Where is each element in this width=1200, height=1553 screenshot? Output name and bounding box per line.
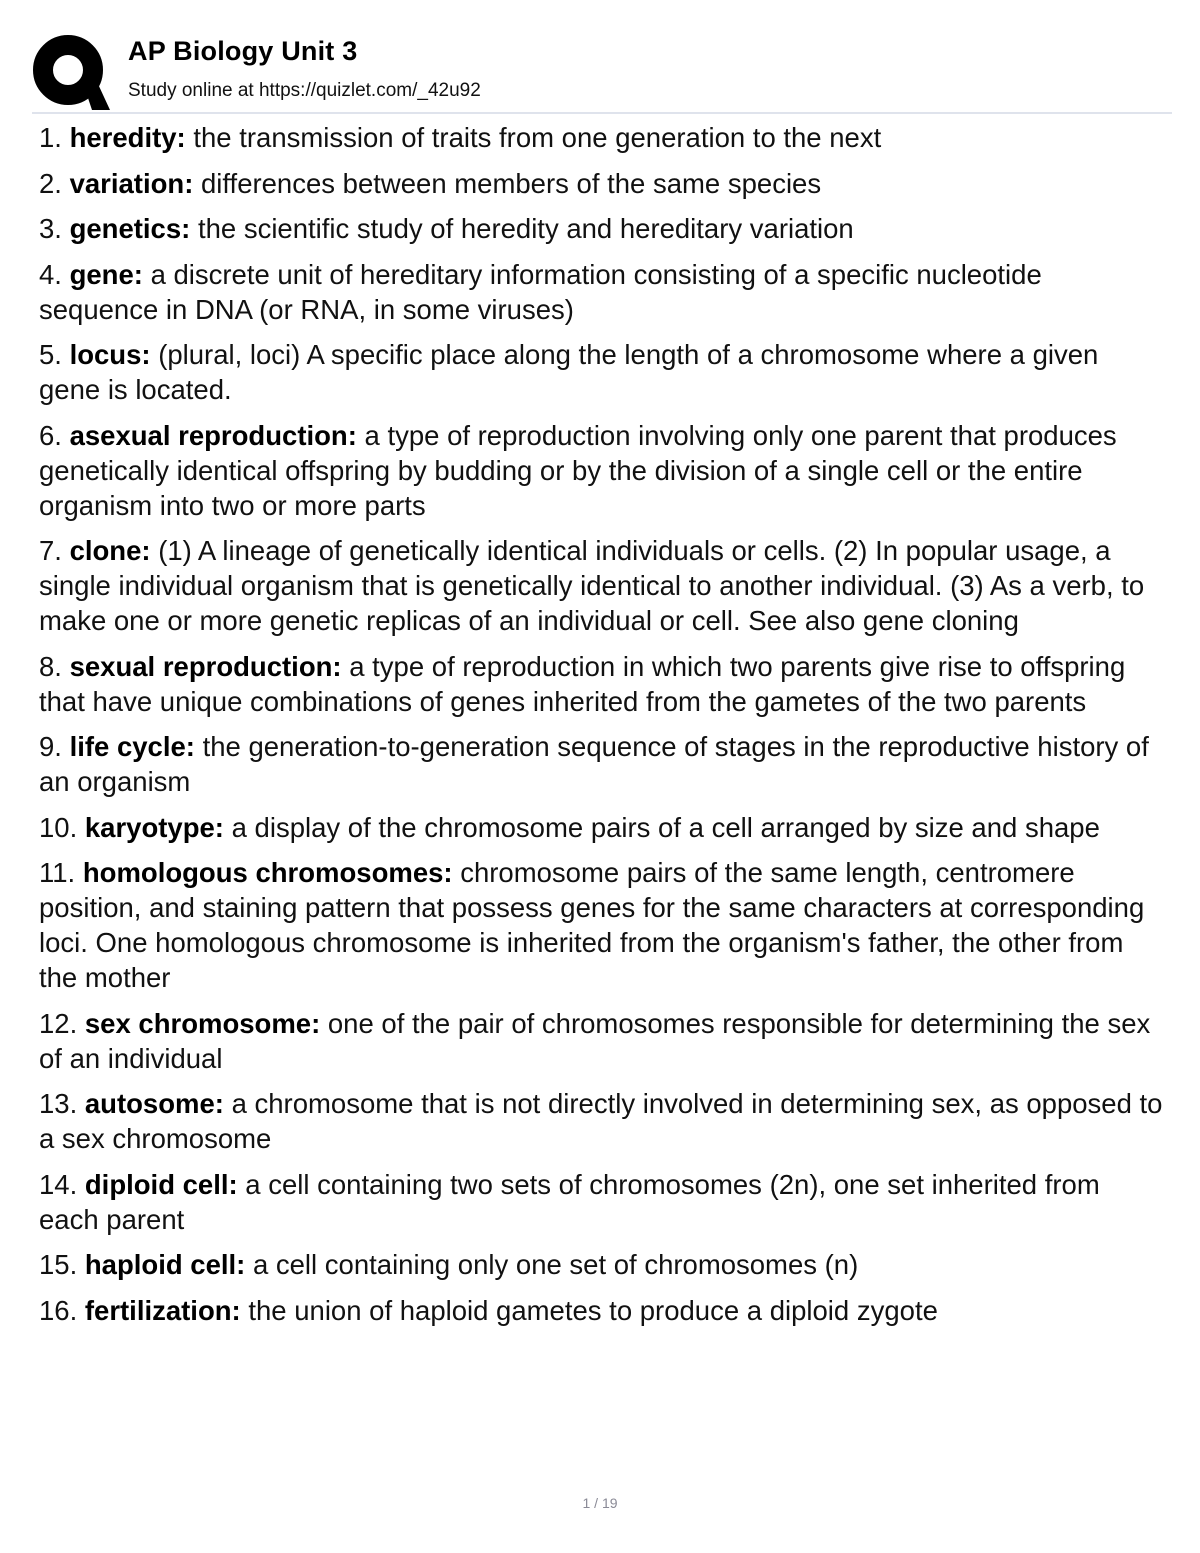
term-number: 10.	[39, 811, 78, 843]
term-word: autosome:	[84, 1088, 224, 1119]
term-item	[39, 729, 1164, 799]
term-number: 2.	[39, 167, 62, 199]
term-number: 5.	[39, 339, 62, 370]
term-number: 16.	[39, 1294, 78, 1326]
term-number: 8.	[39, 650, 62, 682]
term-word: fertilization:	[84, 1294, 241, 1326]
page-number: 1 / 19	[582, 1495, 618, 1511]
term-definition: a display of the chromosome pairs of a cell arranged by size and shape	[231, 811, 1100, 843]
term-definition: a type of reproduction in which two parents give rise to offspring that have unique combinations of genes inherited from the gametes of the two parents	[39, 650, 1126, 717]
term-definition: (1) A lineage of genetically identical individuals or cells. (2) In popular usage, a single individual organism that is genetically identical to another individual. (3) As a verb, to make one or more genetic replicas of an individual or cell. See also gene cloning	[39, 535, 1145, 636]
term-number: 4.	[39, 258, 62, 290]
term-definition: chromosome pairs of the same length, centromere position, and staining pattern that possess genes for the same characters at corresponding loci. One homologous chromosome is inherited from the organism's father, the other from the mother	[39, 857, 1145, 993]
term-word: sexual reproduction:	[69, 650, 342, 682]
term-number: 3.	[39, 213, 62, 244]
term-item	[39, 337, 1164, 407]
term-item	[39, 418, 1164, 523]
term-definition: a type of reproduction involving only one parent that produces genetically identical offspring by budding or by the division of a single cell or the entire organism into two or more parts	[39, 419, 1117, 521]
document-subtitle: Study online at https://quizlet.com/_42u92	[128, 80, 481, 101]
term-item	[39, 120, 1164, 155]
document-title: AP Biology Unit 3	[128, 36, 358, 66]
term-word: locus:	[69, 339, 151, 370]
term-word: gene:	[69, 258, 143, 290]
term-definition: a cell containing only one set of chromosomes (n)	[252, 1249, 859, 1280]
term-definition: the transmission of traits from one generation to the next	[193, 122, 882, 153]
term-item	[39, 1006, 1164, 1076]
term-definition: (plural, loci) A specific place along the length of a chromosome where a given gene is located.	[39, 339, 1099, 405]
term-item	[39, 810, 1164, 845]
term-definition: the union of haploid gametes to produce a diploid zygote	[248, 1294, 938, 1326]
term-definition: a cell containing two sets of chromosomes (2n), one set inherited from each parent	[39, 1168, 1100, 1235]
term-item	[39, 1167, 1164, 1237]
document-header	[32, 28, 1172, 112]
term-number: 15.	[39, 1249, 78, 1280]
term-item	[39, 1247, 1164, 1282]
term-definition: a chromosome that is not directly involved in determining sex, as opposed to a sex chromosome	[39, 1088, 1163, 1154]
term-word: variation:	[69, 167, 194, 199]
term-word: sex chromosome:	[84, 1007, 321, 1039]
term-number: 13.	[39, 1088, 78, 1119]
term-item	[39, 211, 1164, 246]
term-word: genetics:	[69, 213, 191, 244]
term-number: 7.	[39, 535, 62, 566]
term-definition: a discrete unit of hereditary information consisting of a specific nucleotide sequence in DNA (or RNA, in some viruses)	[39, 258, 1042, 325]
term-word: diploid cell:	[84, 1168, 238, 1200]
term-number: 1.	[39, 122, 62, 153]
term-item	[39, 257, 1164, 327]
term-item	[39, 1086, 1164, 1156]
term-word: haploid cell:	[84, 1249, 246, 1280]
term-number: 14.	[39, 1168, 78, 1200]
term-definition: the scientific study of heredity and hereditary variation	[197, 213, 854, 244]
term-definition: differences between members of the same species	[201, 167, 822, 199]
term-item	[39, 649, 1164, 719]
quizlet-logo-icon	[32, 32, 110, 110]
term-word: karyotype:	[84, 811, 224, 843]
term-list	[39, 120, 1164, 1338]
term-item	[39, 1293, 1164, 1328]
term-word: heredity:	[69, 122, 186, 153]
term-number: 9.	[39, 731, 62, 762]
term-word: homologous chromosomes:	[82, 857, 453, 888]
term-number: 11.	[39, 857, 76, 888]
term-number: 12.	[39, 1007, 78, 1039]
term-item	[39, 166, 1164, 201]
term-item	[39, 855, 1164, 995]
term-number: 6.	[39, 419, 62, 451]
header-divider	[32, 112, 1172, 114]
term-item	[39, 533, 1164, 638]
term-word: clone:	[69, 535, 151, 566]
term-definition: one of the pair of chromosomes responsible for determining the sex of an individual	[39, 1007, 1151, 1074]
term-word: life cycle:	[69, 731, 195, 762]
term-definition: the generation-to-generation sequence of stages in the reproductive history of an organism	[39, 731, 1149, 797]
term-word: asexual reproduction:	[69, 419, 357, 451]
